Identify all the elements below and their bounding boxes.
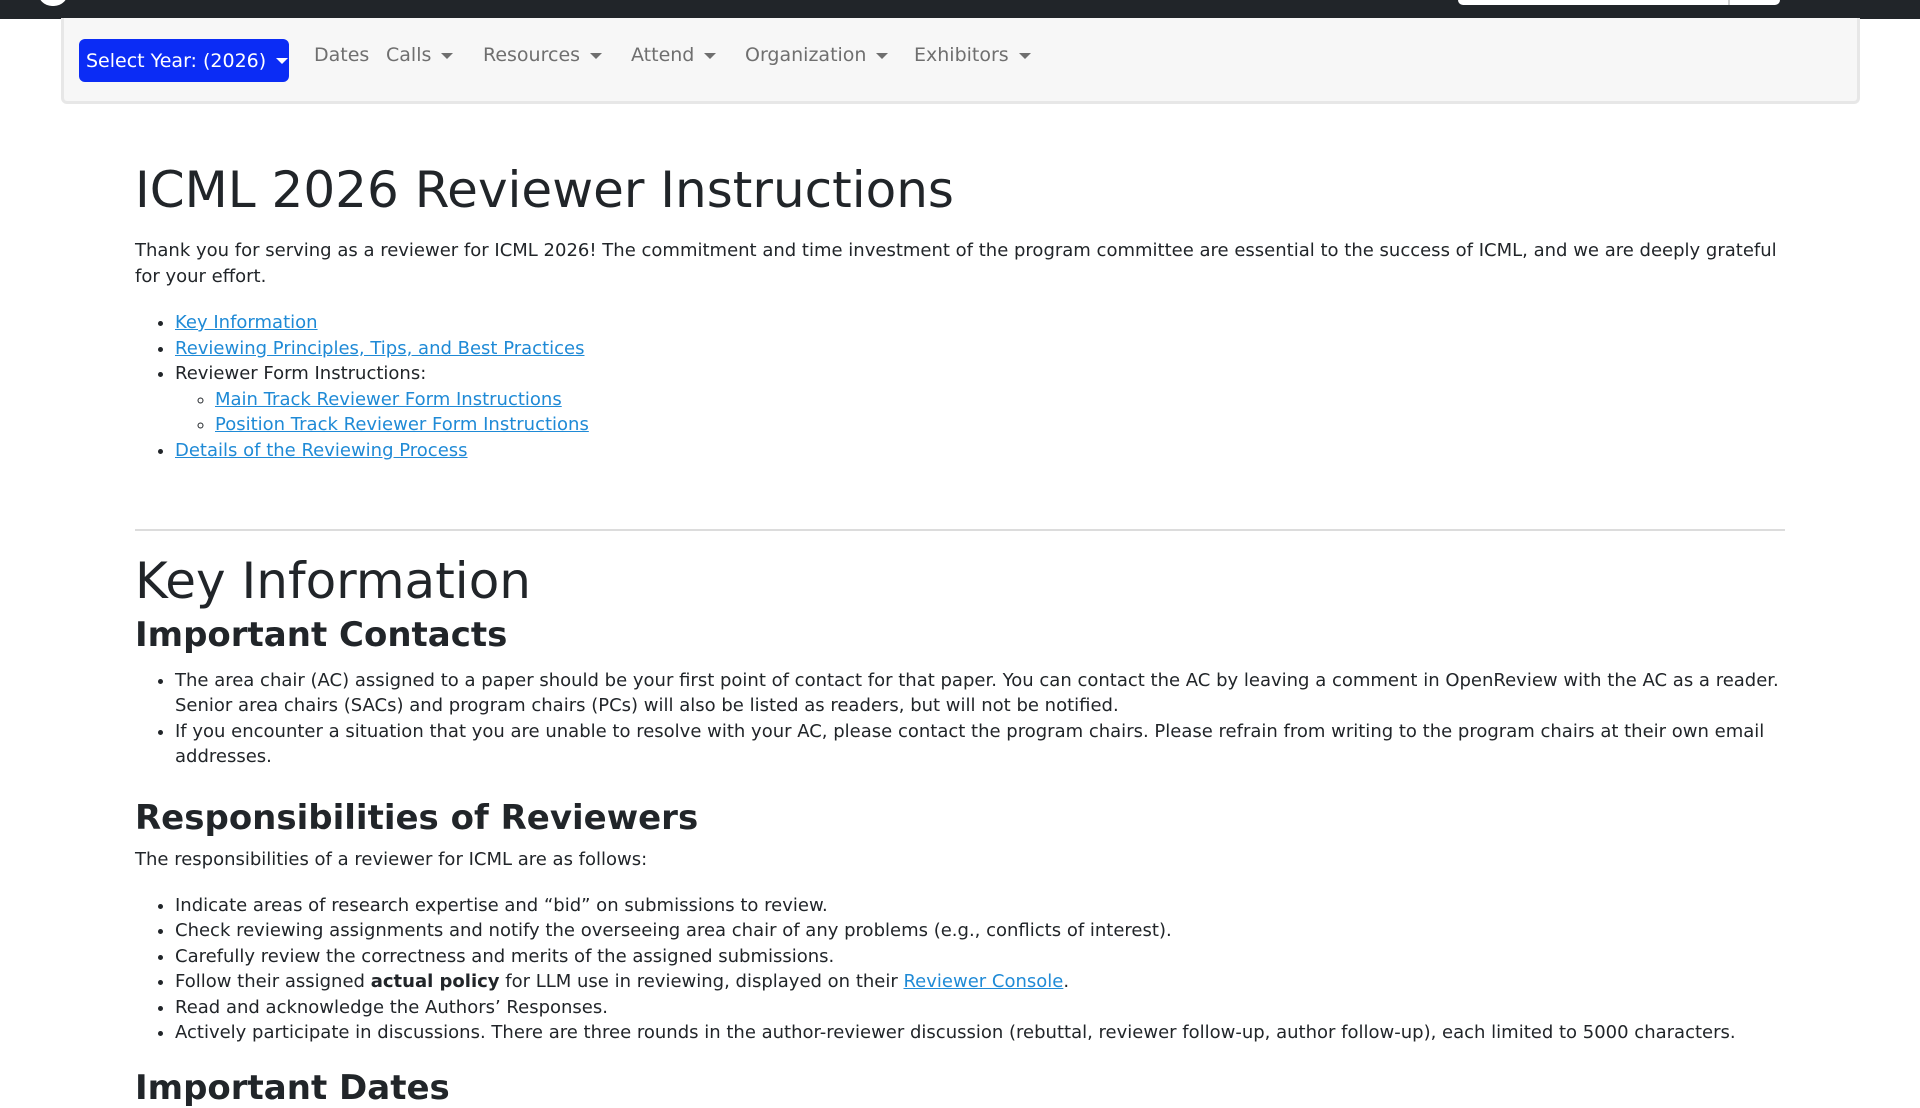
actual-policy-emphasis: actual policy bbox=[370, 971, 500, 993]
toc-sublist bbox=[175, 387, 1785, 438]
important-dates-heading: Important Dates bbox=[135, 1067, 450, 1108]
toc-item bbox=[175, 438, 1785, 464]
chevron-down-icon bbox=[276, 58, 288, 64]
intro-paragraph: Thank you for serving as a reviewer for ICML 2026! The commitment and time investment of the program committee are essential to the success of ICML, and we are deeply grateful for your effort. bbox=[135, 240, 1777, 287]
select-year-label: Select Year: (2026) bbox=[86, 49, 267, 72]
list-item: • If you encounter a situation that you are unable to resolve with your AC, please contact the program chairs. Please refrain from writing to the program chairs at their own email addresses. bbox=[175, 719, 1785, 770]
chevron-down-icon bbox=[704, 53, 716, 59]
search-box[interactable] bbox=[1458, 0, 1780, 5]
chevron-down-icon bbox=[876, 53, 888, 59]
search-divider bbox=[1728, 0, 1730, 5]
toc-link-main-track[interactable]: Main Track Reviewer Form Instructions bbox=[215, 388, 562, 410]
key-information-heading: Key Information bbox=[135, 552, 531, 610]
toc-item bbox=[175, 336, 1785, 362]
list-item: • The area chair (AC) assigned to a paper should be your first point of contact for that paper. You can contact the AC by leaving a comment in OpenReview with the AC as a reader. Senior area chairs (SACs) and program chairs (PCs) will also be listed as readers, but will not be notified. bbox=[175, 668, 1785, 719]
nav-item-attend[interactable]: Attend bbox=[631, 40, 716, 70]
contacts-list bbox=[135, 668, 1785, 770]
page-title: ICML 2026 Reviewer Instructions bbox=[135, 161, 954, 219]
toc-item bbox=[175, 361, 1785, 438]
section-divider bbox=[135, 529, 1785, 531]
toc-link-process[interactable]: Details of the Reviewing Process bbox=[175, 439, 468, 461]
list-item: • Indicate areas of research expertise and “bid” on submissions to review. bbox=[175, 893, 1785, 919]
conference-logo-icon[interactable] bbox=[38, 0, 68, 6]
chevron-down-icon bbox=[441, 53, 453, 59]
top-navbar bbox=[0, 0, 1920, 19]
chevron-down-icon bbox=[590, 53, 602, 59]
list-item: • Read and acknowledge the Authors’ Responses. bbox=[175, 995, 1785, 1021]
toc-label-form-instructions: Reviewer Form Instructions: bbox=[175, 363, 427, 384]
reviewer-console-link[interactable]: Reviewer Console bbox=[903, 971, 1064, 993]
toc-link-key-information[interactable]: Key Information bbox=[175, 312, 318, 333]
responsibilities-heading: Responsibilities of Reviewers bbox=[135, 797, 699, 838]
main-content bbox=[135, 160, 1785, 1108]
toc-link-position-track[interactable]: Position Track Reviewer Form Instructions bbox=[215, 414, 589, 435]
toc-item bbox=[215, 412, 1785, 438]
nav-item-resources[interactable]: Resources bbox=[483, 40, 602, 70]
toc-item bbox=[215, 387, 1785, 413]
important-contacts-heading: Important Contacts bbox=[135, 615, 508, 655]
list-item: • Actively participate in discussions. There are three rounds in the author-reviewer discussion (rebuttal, reviewer follow-up, author follow-up), each limited to 5000 characters. bbox=[175, 1020, 1785, 1046]
toc-link-principles[interactable]: Reviewing Principles, Tips, and Best Practices bbox=[175, 337, 585, 359]
table-of-contents bbox=[135, 310, 1785, 463]
chevron-down-icon bbox=[1019, 53, 1031, 59]
nav-item-exhibitors[interactable]: Exhibitors bbox=[914, 40, 1031, 70]
list-item: • Check reviewing assignments and notify the overseeing area chair of any problems (e.g., conflicts of interest). bbox=[175, 918, 1785, 944]
toc-item bbox=[175, 310, 1785, 336]
nav-item-calls[interactable]: Calls bbox=[386, 40, 453, 70]
list-item: • Follow their assigned actual policy for LLM use in reviewing, displayed on their Reviewer Console. bbox=[175, 969, 1785, 995]
list-item: • Carefully review the correctness and merits of the assigned submissions. bbox=[175, 944, 1785, 970]
responsibilities-intro: The responsibilities of a reviewer for ICML are as follows: bbox=[135, 848, 648, 870]
responsibilities-list bbox=[135, 893, 1785, 1046]
nav-item-dates[interactable]: Dates bbox=[314, 44, 370, 66]
nav-item-organization[interactable]: Organization bbox=[745, 40, 888, 70]
select-year-button[interactable] bbox=[79, 39, 289, 82]
